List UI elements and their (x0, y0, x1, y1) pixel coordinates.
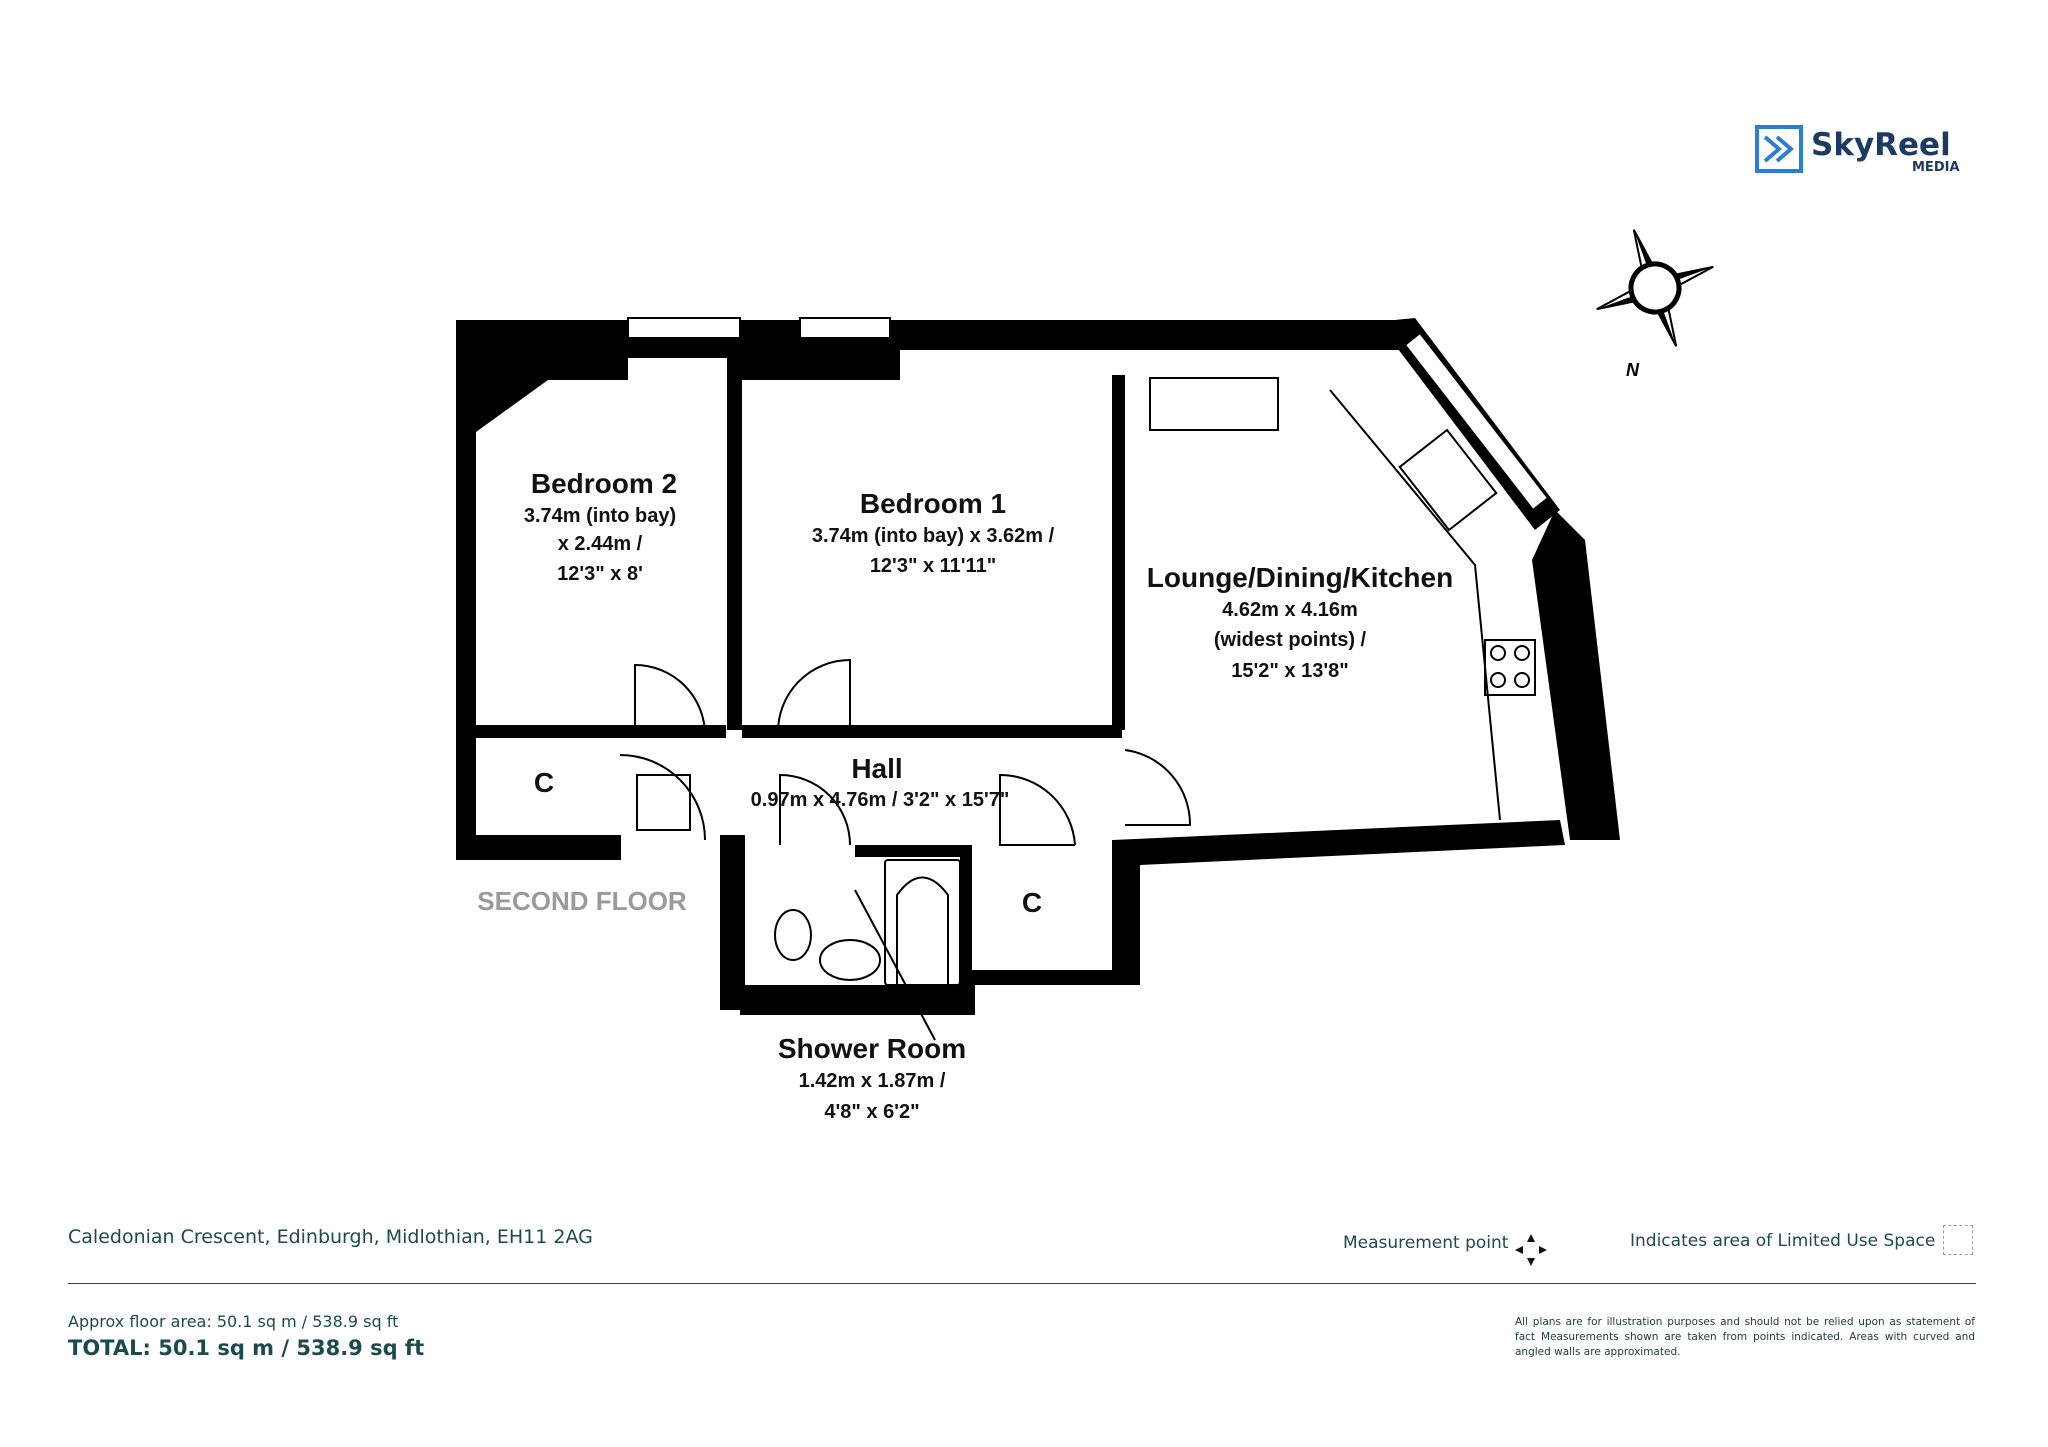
door-lounge (1125, 750, 1190, 825)
compass-north-label: N (1626, 360, 1639, 380)
room-dim-shower-1: 1.42m x 1.87m / (798, 1070, 946, 1092)
door-cupboard-left-arc (620, 755, 705, 840)
legend-limited-use-space: Indicates area of Limited Use Space (1630, 1231, 1936, 1251)
doors (620, 660, 1190, 845)
logo-subtitle: MEDIA (1912, 160, 1960, 175)
room-dim-hall-1: 0.97m x 4.76m / 3'2" x 15'7" (750, 789, 1010, 811)
property-address: Caledonian Crescent, Edinburgh, Midlothian, EH11 2AG (68, 1226, 593, 1248)
room-name-lounge: Lounge/Dining/Kitchen (1146, 562, 1454, 593)
room-dim-shower-2: 4'8" x 6'2" (824, 1101, 920, 1123)
limited-use-space-swatch (1943, 1225, 1973, 1255)
logo-title: SkyReel (1811, 127, 1951, 163)
room-dim-lounge-3: 15'2" x 13'8" (1231, 660, 1349, 682)
room-dim-bedroom2-3: 12'3" x 8' (557, 563, 643, 585)
room-name-bedroom2: Bedroom 2 (530, 468, 678, 499)
window-bedroom2 (628, 318, 740, 338)
room-dim-bedroom2-1: 3.74m (into bay) (523, 505, 677, 527)
room-dim-bedroom1-2: 12'3" x 11'11" (869, 555, 997, 577)
basin-icon (820, 940, 880, 980)
door-bedroom2 (635, 665, 705, 735)
room-name-cupboard-right: C (1021, 887, 1043, 918)
room-name-cupboard-left: C (533, 767, 555, 798)
room-name-shower: Shower Room (777, 1033, 967, 1064)
measurement-point-icon (1514, 1233, 1548, 1267)
legend-measurement-point: Measurement point (1343, 1233, 1509, 1253)
disclaimer: All plans are for illustration purposes and should not be relied upon as statement of fact Measurements shown are taken from points indicated. Areas with curved and angled walls are approximated. (1515, 1316, 1975, 1358)
floor-label: SECOND FLOOR (477, 886, 687, 916)
room-dim-lounge-2: (widest points) / (1213, 629, 1367, 651)
room-dim-bedroom2-2: x 2.44m / (557, 533, 643, 555)
room-dim-bedroom1-1: 3.74m (into bay) x 3.62m / (811, 525, 1055, 547)
approx-floor-area: Approx floor area: 50.1 sq m / 538.9 sq ft (68, 1312, 399, 1331)
room-name-hall: Hall (851, 753, 903, 784)
room-name-bedroom1: Bedroom 1 (859, 488, 1007, 519)
window-bedroom1 (800, 318, 890, 338)
toilet-icon (775, 910, 811, 960)
total-floor-area: TOTAL: 50.1 sq m / 538.9 sq ft (68, 1336, 425, 1360)
room-dim-lounge-1: 4.62m x 4.16m (1222, 599, 1358, 621)
door-bedroom1 (778, 660, 850, 733)
compass-icon (1576, 209, 1735, 368)
door-cupboard-right (1000, 775, 1075, 845)
window-kitchen (1405, 333, 1548, 510)
footer-divider (68, 1283, 1976, 1284)
